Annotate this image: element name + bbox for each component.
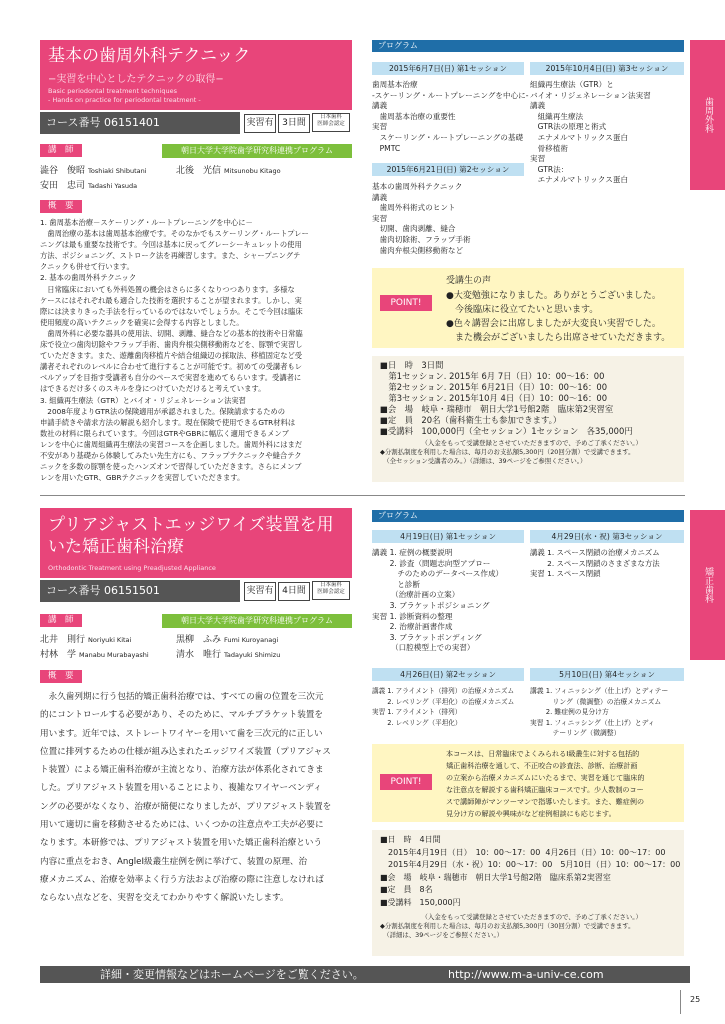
course1-tag-days: 3日間 (278, 114, 310, 133)
course2-tag-certified: 日本歯科 医師会認定 (312, 581, 350, 600)
course1-voice-line: また機会がございましたら出席させていただきます。 (446, 333, 671, 343)
course1-program-badge: 朝日大学大学院歯学研究科連携プログラム (162, 144, 352, 158)
course2-en-title: Orthodontic Treatment using Preadjusted Appliance (48, 564, 216, 572)
section-divider (40, 495, 685, 496)
instructor-name: 澁谷 俊昭 (40, 166, 86, 176)
instructor-romaji: Mitsunobu Kitago (224, 167, 281, 175)
course1-session2-head: 2015年6月21日(日) 第2セッション (372, 163, 524, 176)
course2-outline: 永久歯列期に行う包括的矯正歯科治療では、すべての歯の位置を三次元 的にコントロールする必要があり、そのために、マルチブラケット装置を 用います。近年では、ストレートワイヤーを用いて歯を三次元的に正しい 位置に排列するための仕様が組み込まれたエッジワイズ装置（プリアジャス ト装置）による矯正歯科治療が主流となり、治療方法が体系化されてきま した。プリアジャスト装置を用いることにより、複雑なワイヤーベンディ ングの必要がなくなり、治療が簡便になりましたが、プリアジャスト装置を 用いて適切に歯を移動させるためには、いくつかの注意点や工夫が必要に なります。本研修では、プリアジャスト装置を用いた矯正歯科治療という 内容に重点をおき、AngleⅠ級叢生症例を例に挙げて、装置の原理、治 療メカニズム、治療を効率よく行う方法および治療の際に注意しなければ ならない点などを、実習を交えてわかりやすく解説いたします。 (40, 692, 332, 904)
course2-number: コース番号 06151501 (40, 580, 240, 602)
page-number: 25 (690, 995, 701, 1004)
course1-point-badge: POINT! (380, 295, 432, 311)
course1-session1-head: 2015年6月7日(日) 第1セッション (372, 62, 524, 75)
course2-info: ■日 時 4日間 2015年4月19日（日） 10：00〜17：00 4月26日（日）10：00〜17：00 2015年4月29日（水・祝）10：00〜17：00 5月10日（日）10：00〜17：00 ■会 場 岐阜・瑞穂市 朝日大学1号館2階 臨床系第2実習室 ■定 員 8名 ■受講料 150,000円 (380, 835, 681, 907)
course2-session3-head: 4月29日(水・祝) 第3セッション (530, 530, 684, 543)
course2-session1-body: 講義 1. 症例の概要説明 2. 診査（問題志向型アプロー チのためのデータベース作成） と診断 （治療計画の立案） 3. ブラケットポジショニング 実習 1. 診断資料の整理 2. 治療計画書作成 3. ブラケットボンディング （口腔模型上での実習） (372, 548, 504, 653)
course1-number: コース番号 06151401 (40, 112, 240, 134)
course1-header (40, 40, 352, 110)
course2-session4-body: 講義 1. フィニッシング（仕上げ）とディテー リング（微調整）の治療メカニズム 2. 難症例の見分け方 実習 1. フィニッシング（仕上げ）とディ テーリング（微調整） (530, 687, 669, 738)
instructor-name: 安田 忠司 (40, 181, 86, 191)
course1-session3-head: 2015年10月4日(日) 第3セッション (530, 62, 684, 75)
course2-program-label: プログラム (372, 510, 684, 522)
instructor-name: 清水 唯行 (176, 650, 222, 660)
course1-en-title: Basic periodontal treatment techniques (48, 87, 177, 95)
instructor-romaji: Tadayuki Shimizu (224, 651, 281, 659)
course2-session2-body: 講義 1. アライメント（排列）の治療メカニズム 2. レベリング（平坦化）の治療メカニズム 実習 1. アライメント（排列） 2. レベリング（平坦化） (372, 687, 515, 727)
course1-voice-line: 今後臨床に役立てたいと思います。 (446, 305, 599, 315)
course1-voice-line: ●色々講習会に出席しましたが大変良い実習でした。 (446, 319, 661, 329)
footer-bar (40, 966, 690, 983)
course2-tag-practice: 実習有 (244, 582, 276, 601)
course1-en-subtitle: - Hands on practice for periodontal treatment - (48, 96, 201, 104)
course1-instructor-label: 講 師 (40, 144, 82, 157)
course2-side-tab: 矯正歯科 (690, 510, 725, 660)
course2-session3-body: 講義 1. スペース閉鎖の治療メカニズム 2. スペース閉鎖のさまざまな方法 実習 1. スペース閉鎖 (530, 548, 660, 579)
instructor-romaji: Toshiaki Shibutani (88, 167, 147, 175)
course2-title: プリアジャストエッジワイズ装置を用 いた矯正歯科治療 (48, 515, 334, 557)
instructor-name: 黒柳 ふみ (176, 635, 222, 645)
page-number-rule (680, 990, 681, 1014)
instructor-name: 村林 学 (40, 650, 77, 660)
course2-notes: （入金をもって受講登録とさせていただきますので、予めご了承ください。） ◆分割払制度を利用した場合は、毎月のお支払額5,300円（30回分割）で受講できます。 （詳細は、39ページをご参照ください。） (380, 913, 642, 939)
footer-url[interactable]: http://www.m-a-univ-ce.com (448, 968, 604, 981)
instructor-romaji: Tadashi Yasuda (88, 182, 138, 190)
course1-side-tab: 歯周外科 (690, 40, 725, 190)
instructor-name: 北井 則行 (40, 635, 86, 645)
course1-title: 基本の歯周外科テクニック (48, 46, 251, 66)
course2-header (40, 508, 352, 578)
course1-tag-certified: 日本歯科 医師会認定 (312, 113, 350, 132)
instructor-romaji: Manabu Murabayashi (79, 651, 149, 659)
course2-session2-head: 4月26日(日) 第2セッション (372, 668, 524, 681)
course1-tag-practice: 実習有 (244, 114, 276, 133)
course2-point-badge: POINT! (380, 774, 432, 790)
instructor-name: 北後 光信 (176, 166, 222, 176)
footer-text: 詳細・変更情報などはホームページをご覧ください。 (100, 968, 364, 981)
course2-point-text: 本コースは、日常臨床でよくみられるⅠ級叢生に対する包括的 矯正歯科治療を通して、不正咬合の診査法、診断、治療計画 の立案から治療メカニズムにいたるまで、実習を通じて臨床的 な注意点を解説する歯科矯正臨床コースです。少人数制のコー スで講師陣がマンツーマンで指導いたします。また、難症例の 見分け方の解説や興味がなど症例相談にも応じます。 (446, 749, 645, 818)
instructor-romaji: Noriyuki Kitai (88, 636, 132, 644)
course1-voice-title: 受講生の声 (446, 276, 492, 286)
course2-instructor-label: 講 師 (40, 614, 82, 627)
course1-session3-body: 組織再生療法（GTR）と バイオ・リジェネレーション法実習 講義 組織再生療法 GTR法の原理と術式 エナメルマトリックス蛋白 骨移植術 実習 GTR法： エナメルマトリックス蛋白 (530, 80, 651, 185)
instructor-romaji: Fumi Kuroyanagi (224, 636, 279, 644)
course1-outline-label: 概 要 (40, 200, 82, 213)
course2-tag-days: 4日間 (278, 582, 310, 601)
course1-session1-body: 歯周基本治療 -スケーリング・ルートプレーニングを中心に- 講義 歯周基本治療の重要性 実習 スケーリング・ルートプレーニングの基礎 PMTC (372, 80, 529, 153)
course2-outline-label: 概 要 (40, 670, 82, 683)
course2-session4-head: 5月10日(日) 第4セッション (530, 668, 684, 681)
course1-voice-line: ●大変勉強になりました。ありがとうございました。 (446, 291, 661, 301)
course1-outline: 1. 歯周基本治療－スケーリング・ルートプレーニングを中心に－ 歯周治療の基本は歯周基本治療です。そのなかでもスケーリング・ルートプレー ニングは最も重要な技術です。今回は基本に戻ってグレーシーキュレットの使用 方法、ポジショニング、ストローク法を再練習します。また、シャープニングテ クニックも併せて行います。 2. 基本の歯周外科テクニック 日常臨床においても外科処置の機会はさらに多くなりつつあります。多様な ケースにはそれぞれ最も適合した技術を選択することが望まれます。しかし、実 際には決まりきった手法を行っているのではないでしょうか。そこで今回は臨床 使用頻度の高いテクニックを確実に会得する内容としました。 歯周外科に必要な器具の使用法、切開、剥離、縫合などの基本的技術や日常臨 床で役立つ歯肉切除やフラップ手術、歯肉弁根尖側移動術などを、豚顎で実習し ていただきます。また、遊離歯肉移植片や結合組織辺の採取法、移植固定など受 講者それぞれのレベルに合わせて進行することが可能です。初めての受講者もレ ベルアップを目指す受講者も自分のペースで実習を進めてもらいます。受講者に はできるだけ多くのスキルを身につけていただけると考えています。 3. 組織再生療法（GTR）とバイオ・リジェネレーション法実習 2008年度よりGTR法の保険適用が承認されました。保険請求するための 申請手続きや請求方法の解説も紹介します。現在保険で使用できるGTR材料は 数社の材料に限られています。今回はGTRやGBRに幅広く適用できるメンブ レンを中心に歯周組織再生療法の実習コースを企画しました。歯周外科にはまだ 不安があり基礎から体験してみたい先生方にも、フラップテクニックや縫合テク ニックを多数の豚顎を使ったハンズオンで習得していただきます。さらにメンブ レンを用いたGTR、GBRテクニックを実習していただきます。 (40, 218, 309, 483)
course2-session1-head: 4月19日(日) 第1セッション (372, 530, 524, 543)
course1-notes: （入金をもって受講登録とさせていただきますので、予めご了承ください。） ◆分割払制度を利用した場合は、毎月のお支払額5,300円（20回分割）で受講できます。 （全セッション受講者のみ。）（詳細は、39ページをご参照ください。） (380, 439, 642, 465)
course2-program-badge: 朝日大学大学院歯学研究科連携プログラム (162, 614, 352, 628)
course1-info: ■日 時 3日間 第1セッション. 2015年 6月 7日（日）10：00〜16：00 第2セッション. 2015年 6月21日（日）10：00〜16：00 第3セッション. 2015年10月 4日（日）10：00〜16：00 ■会 場 岐阜・瑞穂市 朝日大学1号館2階 臨床第2実習室 ■定 員 20名（歯科衛生士も参加できます。） ■受講料 100,000円（全セッション）1セッション 各35,000円 (380, 360, 633, 436)
course1-session2-body: 基本の歯周外科テクニック 講義 歯周外科術式のヒント 実習 切開、歯肉剥離、縫合 歯肉切除術、フラップ手術 歯肉弁根尖側移動術など (372, 182, 471, 255)
course1-subtitle: −実習を中心としたテクニックの取得− (48, 74, 224, 85)
course1-program-label: プログラム (372, 40, 684, 52)
